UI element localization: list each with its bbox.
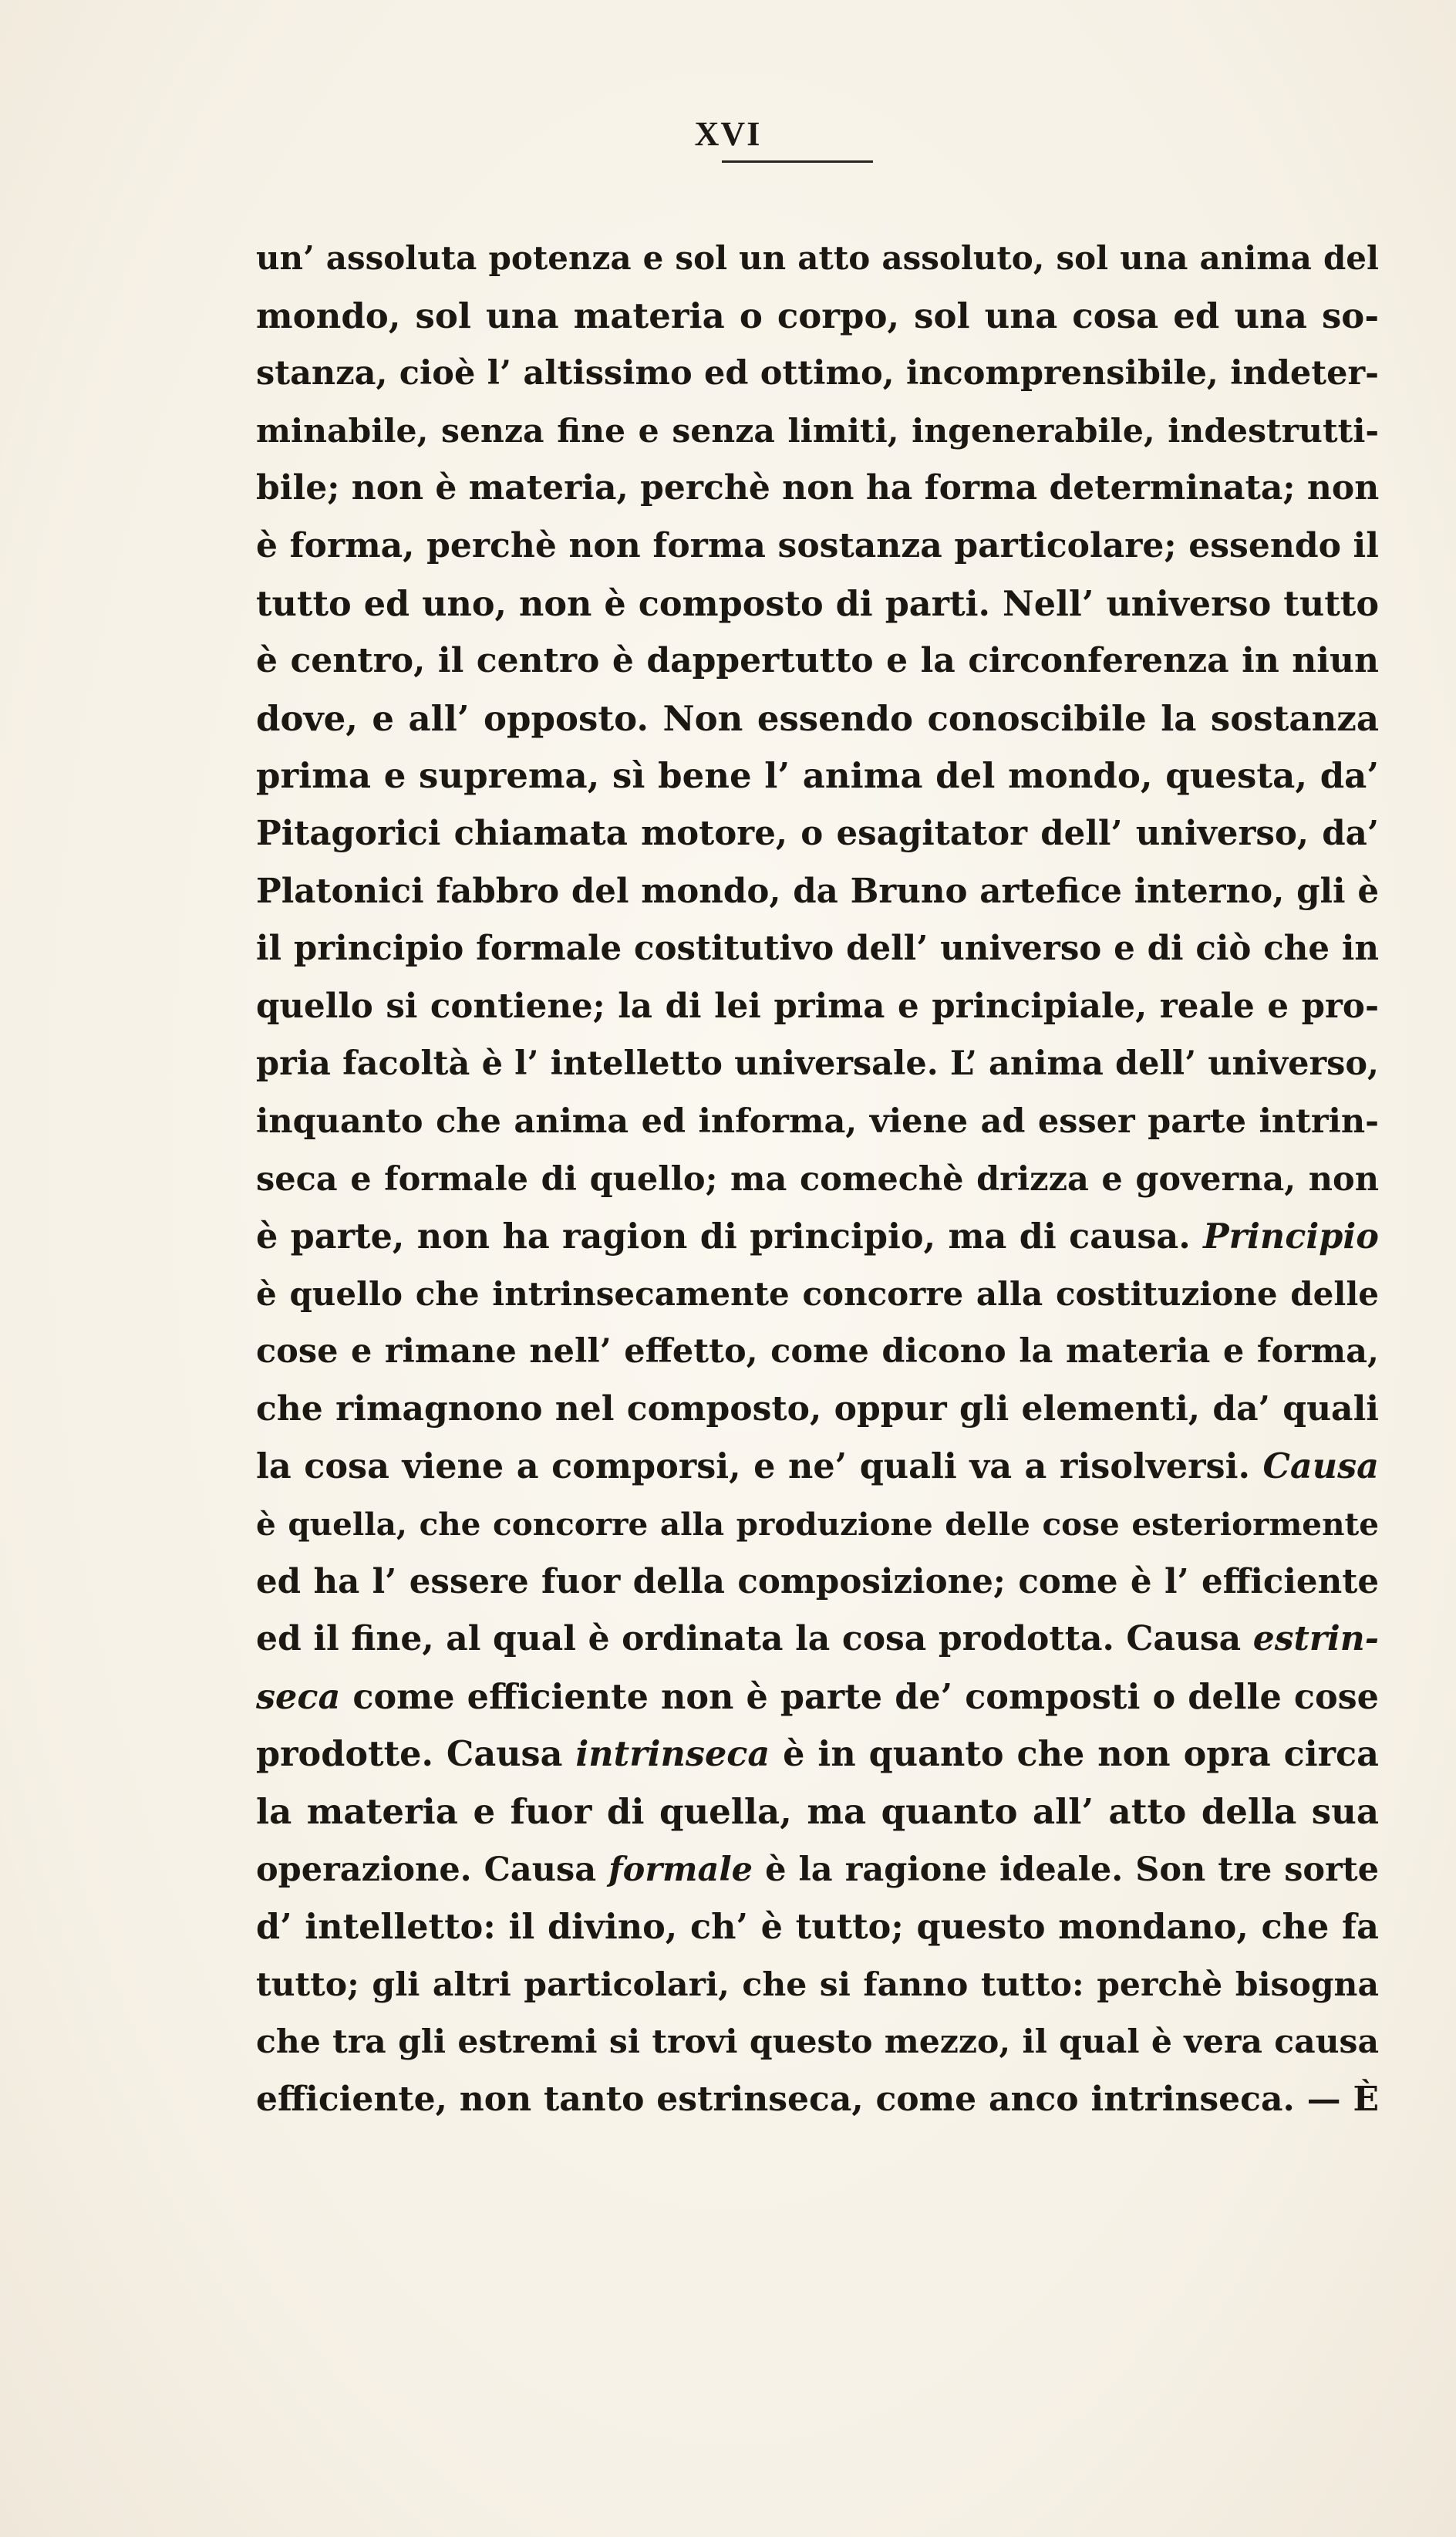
text-segment: efficiente, non tanto estrinseca, come anco intrinseca. — È — [256, 2080, 1379, 2119]
text-line — [256, 978, 1379, 1036]
text-line — [256, 805, 1379, 863]
text-segment: ed ha l’ essere fuor della composizione; come è l’ efficiente — [256, 1561, 1379, 1601]
italic-term: intrinseca — [575, 1734, 770, 1775]
text-line — [256, 863, 1379, 921]
text-line — [256, 1093, 1379, 1151]
text-line — [256, 920, 1379, 978]
text-line — [256, 1381, 1379, 1439]
text-segment: mondo, sol una materia o corpo, sol una cosa ed una so- — [256, 295, 1379, 336]
text-segment: dove, e all’ opposto. Non essendo conoscibile la sostanza — [256, 697, 1379, 739]
text-segment: d’ intelletto: il divino, ch’ è tutto; questo mondano, che fa — [256, 1907, 1379, 1948]
text-line — [256, 633, 1379, 690]
text-line — [256, 575, 1379, 633]
text-line — [256, 690, 1379, 748]
text-line — [256, 1956, 1379, 2014]
italic-term: Principio — [1203, 1216, 1379, 1257]
text-segment: bile; non è materia, perchè non ha forma determinata; non — [256, 468, 1379, 508]
text-segment: è quello che intrinsecamente concorre alla costituzione delle — [256, 1274, 1379, 1313]
text-line — [256, 1611, 1379, 1668]
text-line — [256, 1783, 1379, 1841]
text-line — [256, 1323, 1379, 1381]
text-line — [256, 1668, 1379, 1726]
page-number: XVI — [694, 115, 762, 153]
text-segment: Platonici fabbro del mondo, da Bruno artefice interno, gli è — [256, 871, 1379, 911]
text-segment: è in quanto che non opra circa — [770, 1734, 1379, 1775]
text-segment: è la ragione ideale. Son tre sorte — [753, 1850, 1379, 1889]
text-line — [256, 230, 1379, 288]
text-segment: inquanto che anima ed informa, viene ad esser parte intrin- — [256, 1102, 1379, 1141]
text-line — [256, 747, 1379, 805]
text-segment: Pitagorici chiamata motore, o esagitator dell’ universo, da’ — [256, 813, 1379, 853]
text-segment: la cosa viene a comporsi, e ne’ quali va a risolversi. — [256, 1446, 1263, 1487]
text-segment: stanza, cioè l’ altissimo ed ottimo, incomprensibile, indeter- — [256, 354, 1379, 393]
italic-term: Causa — [1262, 1446, 1379, 1487]
text-segment: è centro, il centro è dappertutto e la circonferenza in niun — [256, 641, 1379, 681]
text-line — [256, 1726, 1379, 1783]
text-segment: prima e suprema, sì bene l’ anima del mondo, questa, da’ — [256, 755, 1379, 797]
text-segment: operazione. Causa — [256, 1850, 609, 1889]
text-segment: è forma, perchè non forma sostanza particolare; essendo il — [256, 525, 1379, 565]
text-line — [256, 1151, 1379, 1209]
text-line — [256, 2013, 1379, 2071]
text-segment: è quella, che concorre alla produzione delle cose esteriormente — [256, 1506, 1379, 1543]
text-line — [256, 1035, 1379, 1093]
body-text — [256, 230, 1379, 2129]
text-segment: la materia e fuor di quella, ma quanto all’ atto della sua — [256, 1791, 1379, 1833]
italic-term: formale — [608, 1850, 753, 1889]
text-line — [256, 1554, 1379, 1611]
text-line — [256, 460, 1379, 518]
text-line — [256, 345, 1379, 403]
italic-term: estrin- — [1252, 1619, 1379, 1659]
text-segment: un’ assoluta potenza e sol un atto assoluto, sol una anima del — [256, 239, 1379, 277]
text-line — [256, 1496, 1379, 1554]
text-segment: come efficiente non è parte de’ composti o delle cose — [340, 1676, 1379, 1717]
text-line — [256, 1438, 1379, 1496]
text-line — [256, 403, 1379, 461]
text-segment: tutto; gli altri particolari, che si fanno tutto: perchè bisogna — [256, 1965, 1379, 2004]
text-segment: il principio formale costitutivo dell’ universo e di ciò che in — [256, 929, 1379, 969]
text-line — [256, 1841, 1379, 1899]
text-segment: è parte, non ha ragion di principio, ma di causa. — [256, 1216, 1204, 1257]
text-line — [256, 288, 1379, 346]
text-line — [256, 1898, 1379, 1956]
text-line — [256, 1266, 1379, 1324]
text-segment: ed il fine, al qual è ordinata la cosa prodotta. Causa — [256, 1619, 1253, 1659]
text-segment: cose e rimane nell’ effetto, come dicono la materia e forma, — [256, 1332, 1379, 1371]
text-line — [256, 2071, 1379, 2129]
text-segment: seca e formale di quello; ma comechè drizza e governa, non — [256, 1159, 1379, 1199]
text-segment: quello si contiene; la di lei prima e principiale, reale e pro- — [256, 986, 1379, 1026]
header-rule — [722, 160, 873, 163]
text-line — [256, 1208, 1379, 1266]
text-segment: pria facoltà è l’ intelletto universale. L’ anima dell’ universo, — [256, 1044, 1379, 1084]
italic-term: seca — [256, 1676, 341, 1717]
text-segment: minabile, senza fine e senza limiti, ingenerabile, indestrutti- — [256, 411, 1379, 450]
text-segment: che tra gli estremi si trovi questo mezzo, il qual è vera causa — [256, 2023, 1379, 2062]
text-line — [256, 518, 1379, 575]
text-segment: che rimagnono nel composto, oppur gli elementi, da’ quali — [256, 1388, 1379, 1429]
text-segment: tutto ed uno, non è composto di parti. Nell’ universo tutto — [256, 583, 1379, 624]
text-segment: prodotte. Causa — [256, 1734, 576, 1775]
